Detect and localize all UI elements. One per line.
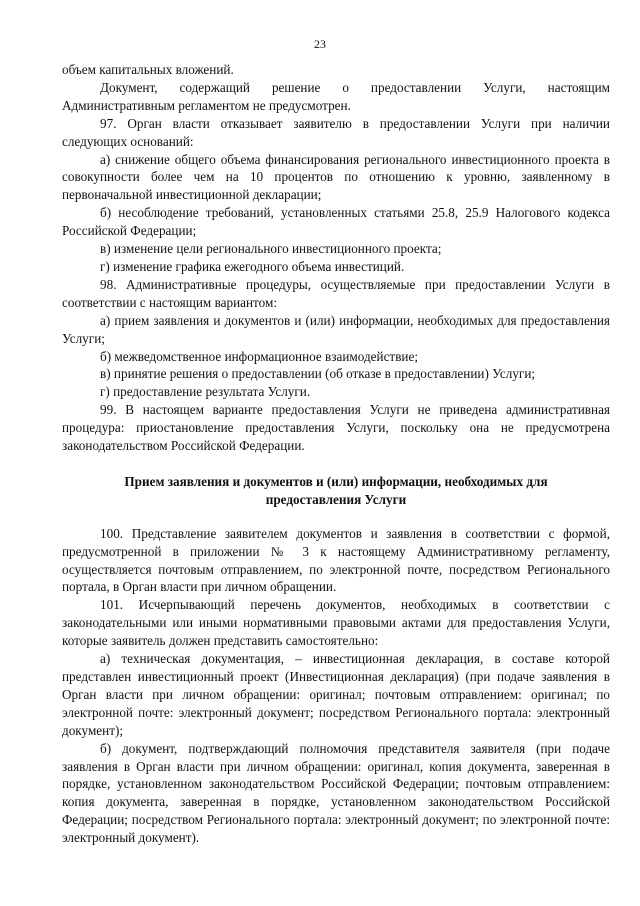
document-body	[62, 61, 610, 847]
paragraph-100-submission: 100. Представление заявителем документов и заявления в соответствии с формой, предусмотренной в приложении № 3 к настоящему Административному регламенту, осуществляется почтовым отправлением, по электронной почте, посредством Регионального портала, в Орган власти при личном обращении.	[62, 525, 610, 595]
list-item-101a: а) техническая документация, – инвестиционная декларация, в составе которой представлен инвестиционный проект (Инвестиционная декларация) (при подаче заявления в Орган власти при личном обращении: оригинал; почтовым отправлением: оригинал; по электронной почте: электронный документ; посредством Регионального портала: электронный документ);	[62, 651, 610, 738]
section-heading	[62, 473, 610, 509]
paragraph-decision-document: Документ, содержащий решение о предоставлении Услуги, настоящим Административным регламентом не предусмотрен.	[62, 79, 610, 113]
page-number: 23	[314, 37, 326, 51]
section-heading-line-1: Прием заявления и документов и (или) информации, необходимых для	[124, 473, 548, 489]
list-item-97b: б) несоблюдение требований, установленных статьями 25.8, 25.9 Налогового кодекса Российской Федерации;	[62, 205, 610, 239]
section-heading-line-2: предоставления Услуги	[265, 491, 407, 507]
list-item-98d: г) предоставление результата Услуги.	[100, 384, 311, 400]
paragraph-98-procedures: 98. Административные процедуры, осуществляемые при предоставлении Услуги в соответствии с настоящим вариантом:	[62, 276, 610, 310]
paragraph-97-refusal-grounds: 97. Орган власти отказывает заявителю в предоставлении Услуги при наличии следующих оснований:	[62, 115, 610, 149]
list-item-97a: а) снижение общего объема финансирования регионального инвестиционного проекта в совокупности более чем на 10 процентов по отношению к уровню, заявленному в первоначальной инвестиционной декларации;	[62, 151, 610, 203]
list-item-97d: г) изменение графика ежегодного объема инвестиций.	[100, 258, 405, 274]
list-item-98c: в) принятие решения о предоставлении (об отказе в предоставлении) Услуги;	[100, 366, 536, 382]
paragraph-capital-investment: объем капитальных вложений.	[62, 62, 234, 77]
paragraph-99-suspension: 99. В настоящем варианте предоставления Услуги не приведена административная процедура: приостановление предоставления Услуги, поскольку она не предусмотрена законодательством Российской Федерации.	[62, 402, 610, 454]
list-item-101b: б) документ, подтверждающий полномочия представителя заявителя (при подаче заявления в Орган власти при личном обращении: оригинал, копия документа, заверенная в порядке, установленном законодательством Российской Федерации; почтовым отправлением: копия документа, заверенная в порядке, установленном законодательством Российской Федерации; посредством Регионального портала: электронный документ; по электронной почте: электронный документ).	[62, 740, 610, 846]
list-item-98b: б) межведомственное информационное взаимодействие;	[100, 348, 418, 364]
paragraph-101-document-list: 101. Исчерпывающий перечень документов, необходимых в соответствии с законодательными или иными нормативными правовыми актами для предоставления Услуги, которые заявитель должен представить самостоятельно:	[62, 597, 610, 649]
list-item-97c: в) изменение цели регионального инвестиционного проекта;	[100, 241, 442, 257]
list-item-98a: а) прием заявления и документов и (или) информации, необходимых для предоставления Услуги;	[62, 312, 610, 346]
